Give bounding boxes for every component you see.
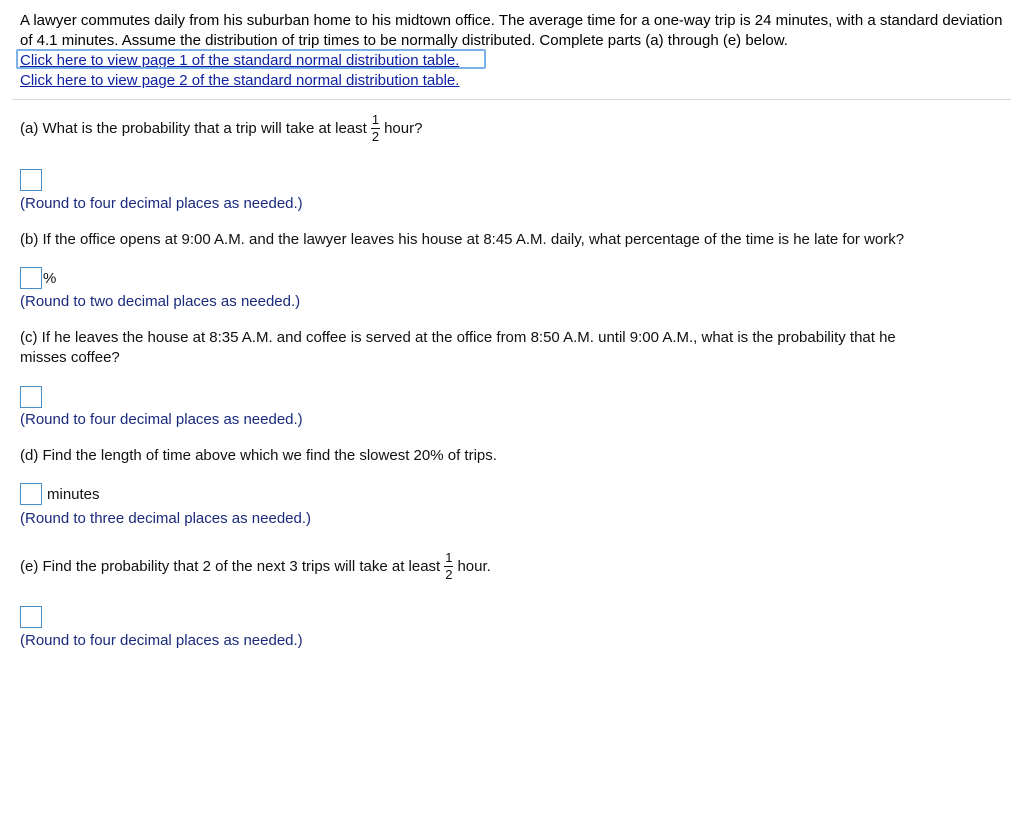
part-a-fraction [371,113,380,144]
part-e-hint: (Round to four decimal places as needed.) [20,632,303,649]
part-e-fraction [444,551,453,582]
part-e-frac-num: 1 [445,549,453,565]
link-focus-ring [16,49,486,69]
divider [12,99,1011,100]
part-d-hint: (Round to three decimal places as needed.) [20,510,312,527]
part-a-answer-input[interactable] [20,169,42,191]
part-a-frac-num: 1 [371,111,380,127]
part-a-hint: (Round to four decimal places as needed.) [20,195,303,212]
part-c-hint: (Round to four decimal places as needed.) [20,411,303,428]
part-c-question-line2: misses coffee? [20,349,120,366]
part-b-unit: % [43,270,57,287]
part-e-text: (e) Find the probability that 2 of the next 3 trips will take at least [20,557,441,575]
table-page-2-link[interactable]: Click here to view page 2 of the standard normal distribution table. [20,72,460,89]
part-d-answer-input[interactable] [20,483,42,505]
part-e-frac-den: 2 [445,566,453,582]
part-c-question-line1: (c) If he leaves the house at 8:35 A.M. and coffee is served at the office from 8:50 A.M. until 9:00 A.M., what is the probability that he [20,329,896,346]
table-page-1-link[interactable]: Click here to view page 1 of the standard normal distribution table. [20,52,460,69]
part-c-answer-input[interactable] [20,386,42,408]
part-b-hint: (Round to two decimal places as needed.) [20,293,301,310]
part-d-question: (d) Find the length of time above which we find the slowest 20% of trips. [20,447,497,464]
part-b-answer-input[interactable] [20,267,42,289]
part-e-text-after: hour. [457,557,491,575]
part-a-text-after: hour? [384,119,423,137]
part-d-unit: minutes [47,486,100,503]
part-a-frac-den: 2 [371,128,380,144]
part-e-answer-input[interactable] [20,606,42,628]
part-a-text: (a) What is the probability that a trip will take at least [20,119,367,137]
problem-text: A lawyer commutes daily from his suburban home to his midtown office. The average time for a one-way trip is 24 minutes, with a standard deviation of 4.1 minutes. Assume the distribution of trip times to be normally distributed. Complete parts (a) through (e) below. [20,12,1003,49]
part-a-question [20,110,422,146]
part-b-question: (b) If the office opens at 9:00 A.M. and the lawyer leaves his house at 8:45 A.M. daily, what percentage of the time is he late for work? [20,231,905,248]
part-e-question [20,548,491,584]
